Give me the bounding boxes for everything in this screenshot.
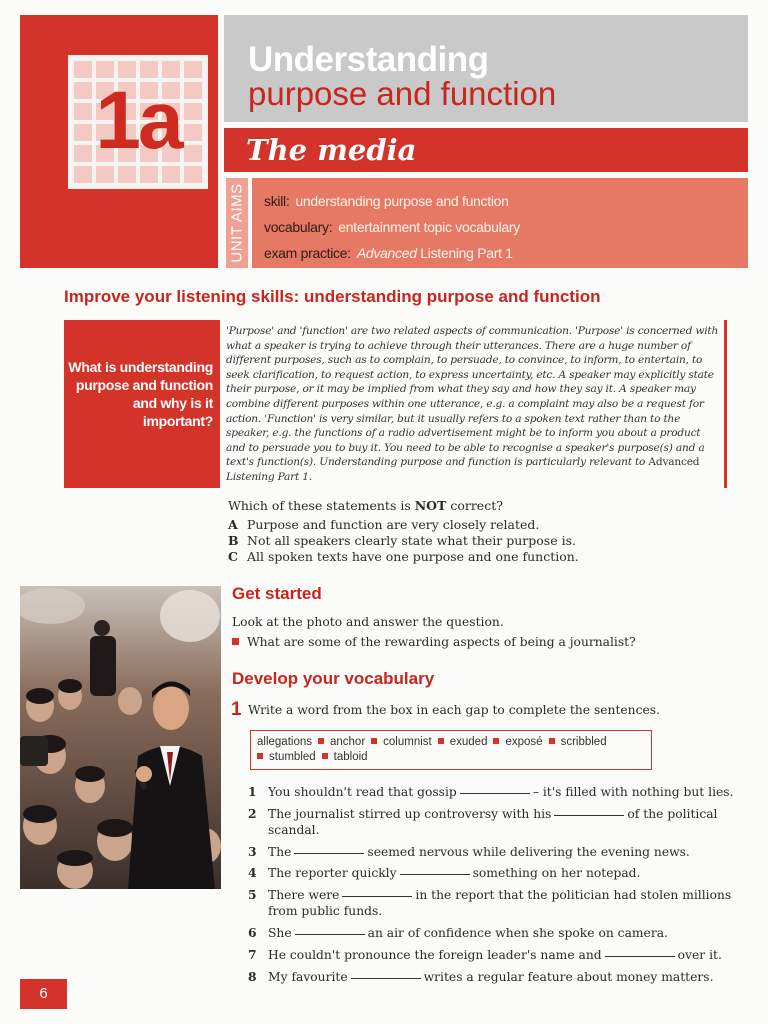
sentence-text-before: There were [268,888,340,903]
mc-question-start: Which of these statements is [228,498,415,513]
intro-rule [724,320,727,488]
sentence-text-after: – it's filled with nothing but lies. [532,785,734,799]
aim-skill-value: understanding purpose and function [295,193,509,209]
theme-band [224,128,748,172]
mc-question-bold: NOT [414,498,447,513]
aim-exam-value: Listening Part 1 [416,245,513,261]
mc-question [228,498,503,513]
square-separator-icon [438,738,444,744]
get-started-heading: Get started [232,584,322,603]
exercise-instruction: Write a word from the box in each gap to complete the sentences. [248,703,660,717]
title-band [224,15,748,122]
answer-gap[interactable] [460,793,530,794]
sentence-text-after: in the report that the politician had stolen millions from public funds. [268,888,732,919]
sentence-number: 1 [248,784,257,799]
sentence-5 [248,887,738,919]
answer-gap[interactable] [342,896,412,897]
aim-vocab-label: vocabulary: [264,219,333,235]
theme-title: The media [246,133,417,167]
sentence-7 [248,947,738,963]
intro-text-main: 'Purpose' and 'function' are two related aspects of communication. 'Purpose' is concerned with what a speaker is trying to achieve through their utterances. There are a huge number of different purposes, such as to complain, to persuade, to convince, to inform, to entertain, to seek clarification, to request action, to express uncertainty, etc. A speaker may explicitly state their purpose, or it may be implied from what they say and how they say it. A speaker may combine different purposes within one utterance, e.g. a complaint may also be a request for action. 'Function' is very similar, but it usually refers to a spoken text rather than to the speaker, e.g. the functions of a radio advertisement might be to inform you about a product and to persuade you to buy it. You need to be able to recognise a speaker's purpose(s) and a text's function(s). Understanding purpose and function is particularly relevant to [226,325,719,469]
sentence-text-after: of the political scandal. [268,806,718,837]
get-started-instruction: Look at the photo and answer the question. [232,615,504,629]
unit-title-line1: Understanding [248,40,489,79]
aim-skill-label: skill: [264,193,290,209]
sentence-text-after: over it. [677,947,722,962]
sentence-1 [248,784,738,800]
unit-aims-tag [226,178,248,268]
exercise-number: 1 [231,699,242,720]
mc-question-end: correct? [446,498,503,513]
sentence-text-after: something on her notepad. [472,866,641,881]
sentence-number: 7 [248,946,257,962]
improve-heading: Improve your listening skills: understanding purpose and function [64,287,601,306]
aim-exam-italic: Advanced [356,245,417,261]
unit-aims-label: UNIT AIMS [228,183,246,263]
page-number: 6 [20,979,67,1009]
sentence-text-before: She [268,925,292,940]
square-separator-icon [549,738,555,744]
sentence-2 [248,806,738,838]
unit-block [20,15,218,268]
sentence-text-after: seemed nervous while delivering the evening news. [367,844,690,859]
sentence-text-before: The [268,844,292,859]
answer-gap[interactable] [295,934,365,935]
get-started-question-text: What are some of the rewarding aspects of being a journalist? [247,635,636,649]
aim-vocabulary [264,214,736,240]
sentence-text-after: an air of confidence when she spoke on camera. [367,925,668,940]
answer-gap[interactable] [351,978,421,979]
mc-option-text: All spoken texts have one purpose and one function. [247,549,579,564]
square-separator-icon [318,738,324,744]
unit-title-line2: purpose and function [248,75,557,112]
word-box-item: exuded [449,736,488,748]
word-box-item: columnist [383,736,432,748]
sentence-number: 6 [248,924,257,940]
word-box-item: anchor [329,736,366,748]
mc-option-b [228,533,579,549]
word-box-item: stumbled [269,751,316,763]
square-separator-icon [371,738,377,744]
sentence-number: 8 [248,968,257,984]
mc-option-letter: C [228,549,238,564]
question-box-text: What is understanding purpose and function and why is it important? [68,359,213,429]
vocabulary-heading: Develop your vocabulary [232,669,435,688]
sentence-text-before: My favourite [268,969,348,984]
mc-option-text: Purpose and function are very closely related. [247,517,540,532]
sentence-text-before: You shouldn't read that gossip [268,785,457,799]
sentence-text-before: He couldn't pronounce the foreign leader's name and [268,947,602,962]
sentence-text-before: The journalist stirred up controversy with his [268,806,552,821]
sentence-text-after: writes a regular feature about money matters. [423,969,714,984]
sentence-number: 4 [248,865,257,881]
word-box-item: exposé [505,736,543,748]
unit-aims-box [252,178,748,268]
answer-gap[interactable] [554,815,624,816]
sentence-3 [248,844,738,860]
sentence-number: 5 [248,887,257,903]
intro-text-end: Listening Part 1. [226,470,312,483]
word-box-item: allegations [257,736,312,748]
sentence-text-before: The reporter quickly [268,866,397,881]
mc-option-letter: A [228,517,238,532]
mc-options [228,517,579,565]
journalist-photo [20,586,221,889]
answer-gap[interactable] [605,956,675,957]
intro-text-upright: Advanced [648,456,700,469]
mc-option-a [228,517,579,533]
bullet-icon [232,638,239,645]
gap-fill-sentences [248,784,738,990]
intro-paragraph [226,324,720,485]
journalist-photo-illustration [20,586,221,889]
aim-vocab-value: entertainment topic vocabulary [338,219,520,235]
mc-option-letter: B [228,533,239,548]
aim-exam [264,240,736,266]
answer-gap[interactable] [294,853,364,854]
square-separator-icon [257,753,263,759]
mc-option-c [228,549,579,565]
square-separator-icon [322,753,328,759]
sentence-number: 2 [248,805,257,821]
sentence-number: 3 [248,843,257,859]
aim-exam-label: exam practice: [264,245,351,261]
answer-gap[interactable] [400,874,470,875]
sentence-6 [248,925,738,941]
sentence-8 [248,969,738,985]
word-box-item: tabloid [333,751,368,763]
question-box [64,320,220,488]
word-box-item: scribbled [560,736,607,748]
square-separator-icon [493,738,499,744]
unit-tile [68,55,208,189]
unit-number: 1a [95,75,181,166]
word-box [250,730,652,770]
get-started-question [232,635,636,649]
aim-skill [264,188,736,214]
mc-option-text: Not all speakers clearly state what their purpose is. [247,533,576,548]
sentence-4 [248,865,738,881]
